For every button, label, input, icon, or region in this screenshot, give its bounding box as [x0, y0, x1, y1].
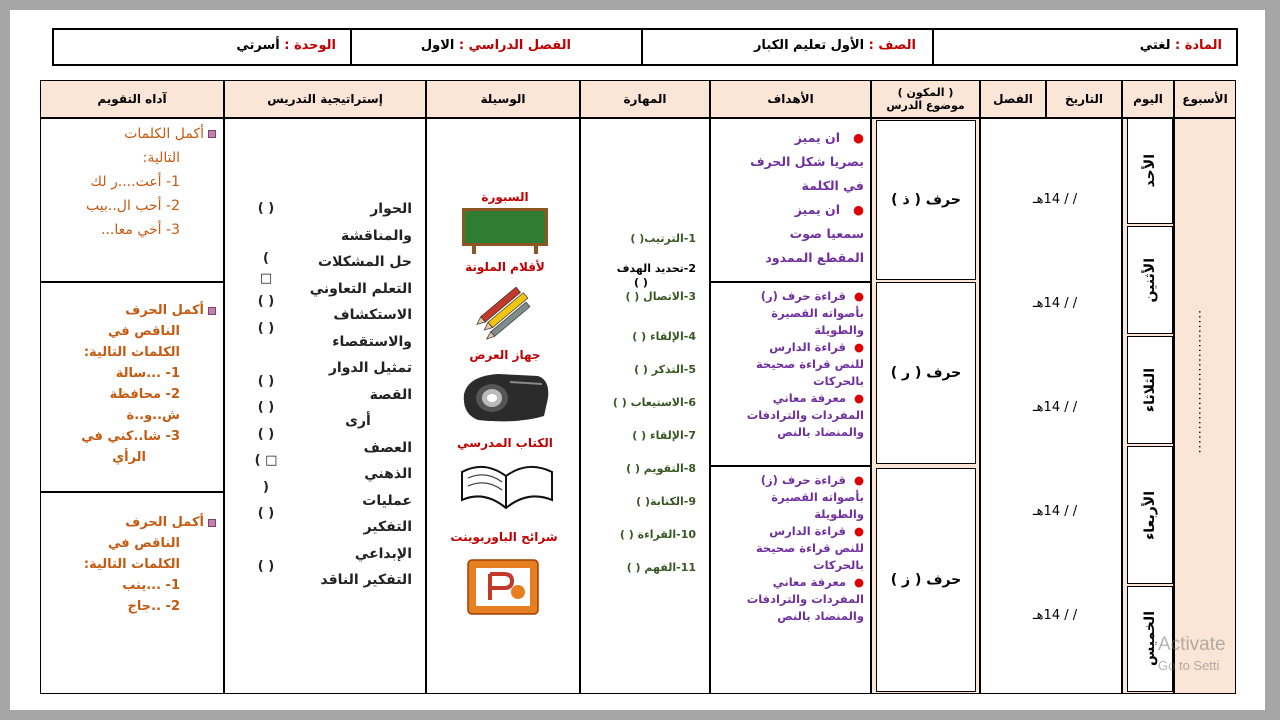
date-value: / / 14هـ: [1032, 608, 1078, 623]
tool-label: جهاز العرض: [469, 348, 541, 362]
goal-line: ● ان يميز: [794, 130, 864, 145]
lesson-cell-2: [876, 282, 976, 464]
strategy-item: أرى: [345, 413, 371, 429]
skills-list: [586, 232, 696, 591]
day-label: الأحد: [1142, 154, 1158, 188]
strategy-item: عمليات: [362, 492, 412, 509]
skill-item: ( ): [634, 276, 648, 289]
day-cell-3: [1127, 336, 1173, 444]
goal-line: والطويلة: [814, 323, 864, 337]
skill-item: 3-الاتصال ( ): [625, 290, 696, 303]
strategy-mark: ( ): [257, 373, 275, 389]
goal-line: في الكلمة: [801, 178, 864, 193]
day-label: الثلاثاء: [1142, 367, 1158, 413]
eval-item: 2- ..جاج: [127, 599, 180, 614]
skill-item: 9-الكتابة( ): [636, 495, 696, 508]
col-tool: الوسيلة: [426, 80, 580, 118]
goal-line: المفردات والترادفات: [746, 592, 864, 606]
subject-value: لغتي: [1139, 38, 1171, 53]
bullet-square-icon: [208, 130, 216, 138]
day-cell-4: [1127, 446, 1173, 584]
strategy-item: التفكير: [363, 519, 412, 535]
strategy-mark: (: [263, 251, 269, 266]
strategy-item: التعلم التعاوني: [309, 280, 412, 297]
skill-item: 2-تحديد الهدف: [616, 262, 696, 275]
strategy-item: الاستكشاف: [333, 307, 412, 323]
evaluation-text-2: [50, 300, 216, 468]
day-cell-1: [1127, 118, 1173, 224]
tool-label: لأقلام الملونة: [465, 260, 545, 274]
activation-watermark: [1158, 634, 1268, 673]
grade-box: [641, 28, 934, 66]
goals-text-1: [716, 126, 864, 270]
strategy-mark: ( □: [254, 453, 278, 468]
eval-item: ش..و..ة: [126, 408, 180, 423]
eval-item: 3- شا..كني في: [81, 429, 180, 444]
strategy-mark: ( ): [257, 294, 275, 309]
strategy-mark: ( ): [257, 201, 275, 216]
strategy-item: القصة: [369, 386, 412, 403]
strategy-mark: ( ): [257, 559, 275, 574]
tool-label: شرائح الباوربوينت: [450, 530, 558, 544]
goal-line: بأصواته القصيرة: [771, 306, 864, 320]
eval-title: أكمل الحرف: [50, 300, 216, 321]
tool-label: الكتاب المدرسي: [457, 436, 553, 450]
goal-line: والمنضاد بالنص: [777, 609, 864, 623]
colored-pencils-icon: [472, 276, 542, 342]
goal-line: للنص قراءة صحيحة: [755, 541, 864, 555]
skill-item: 4-الإلقاء ( ): [632, 330, 696, 343]
tool-label: السبورة: [481, 190, 529, 204]
goal-line: والطويلة: [814, 507, 864, 521]
lesson-plan-sheet: [10, 10, 1265, 710]
eval-line: التالية:: [142, 150, 180, 166]
strategy-marks: [238, 196, 294, 581]
day-label: الأثنين: [1142, 257, 1158, 303]
goal-line: بصريا شكل الحرف: [750, 154, 864, 169]
watermark-line-2: Go to Setti: [1158, 658, 1220, 673]
eval-line: الكلمات التالية:: [83, 557, 180, 572]
col-evaluation: آداه التقويم: [40, 80, 224, 118]
eval-item: 2- أحب ال..بيب: [86, 198, 180, 214]
strategy-item: العصف: [363, 439, 412, 456]
strategy-mark: ): [263, 479, 269, 495]
lesson-cell-1: [876, 120, 976, 280]
goal-line: ● ان يميز: [794, 202, 864, 217]
book-icon: [458, 454, 556, 514]
bullet-square-icon: [208, 307, 216, 315]
strategy-list: [304, 196, 412, 594]
goals-text-2: [714, 288, 864, 441]
eval-item: 1- ...ينب: [122, 578, 180, 593]
grade-label: الصف :: [868, 38, 916, 53]
powerpoint-icon: [464, 552, 544, 618]
eval-item: 3- أخي معا...: [101, 222, 180, 238]
strategy-mark: ( ): [257, 400, 275, 415]
eval-title: أكمل الحرف: [50, 512, 216, 533]
goal-line: المفردات والترادفات: [746, 408, 864, 422]
goal-line: ● معرفة معاني: [772, 391, 864, 405]
eval-item: 1- ...سالة: [115, 366, 180, 381]
day-label: الأربعاء: [1142, 490, 1158, 540]
eval-item: 2- محافظة: [109, 387, 180, 402]
strategy-item: الحوار: [370, 201, 412, 217]
subject-label: المادة :: [1174, 38, 1222, 53]
col-date: التاريخ: [1046, 80, 1122, 118]
strategy-item: التفكير الناقد: [320, 572, 412, 588]
unit-box: [52, 28, 352, 66]
goal-line: للنص قراءة صحيحة: [755, 357, 864, 371]
date-value: / / 14هـ: [1032, 504, 1078, 519]
skill-item: 5-التذكر ( ): [634, 363, 696, 376]
strategy-mark: □: [259, 271, 273, 286]
skill-item: 10-القراءة ( ): [619, 528, 696, 541]
strategy-item: الذهني: [364, 466, 412, 482]
projector-icon: [458, 366, 554, 426]
eval-line: الناقص في: [108, 536, 180, 551]
strategy-mark: [238, 223, 294, 250]
goal-line: سمعيا صوت: [789, 226, 864, 241]
skill-item: 6-الاستيعاب ( ): [612, 396, 696, 409]
goal-line: ● معرفة معاني: [772, 575, 864, 589]
eval-line: الكلمات التالية:: [83, 345, 180, 360]
skill-item: 11-الفهم ( ): [626, 561, 696, 574]
strategy-mark: [238, 528, 294, 555]
watermark-line-1: Activate: [1158, 634, 1226, 655]
col-component: [871, 80, 980, 118]
goal-line: المقطع الممدود: [765, 250, 864, 265]
strategy-item: تمثيل الدوار: [328, 360, 412, 376]
bullet-square-icon: [208, 519, 216, 527]
col-component-top: ( المكون ): [897, 86, 954, 99]
day-label: الخميس: [1142, 611, 1158, 667]
strategy-item: والاستقصاء: [332, 333, 412, 350]
date-value: / / 14هـ: [1032, 296, 1078, 311]
evaluation-text-1: [50, 122, 216, 242]
eval-item: الرأي: [112, 450, 146, 465]
term-value: الاول: [420, 38, 455, 53]
term-box: [350, 28, 643, 66]
goal-line: بالحركات: [813, 558, 864, 572]
day-cell-2: [1127, 226, 1173, 334]
week-value: ..............................: [1196, 310, 1210, 455]
col-day: اليوم: [1122, 80, 1174, 118]
eval-title: أكمل الكلمات: [50, 122, 216, 146]
col-strategy: إستراتيجية التدريس: [224, 80, 426, 118]
eval-line: الناقص في: [108, 324, 180, 339]
strategy-mark: ( ): [257, 506, 275, 521]
eval-item: 1- أعت....ر لك: [90, 174, 180, 190]
date-value: / / 14هـ: [1032, 400, 1078, 415]
col-component-bottom: موضوع الدرس: [886, 99, 965, 112]
lesson-title: حرف ( ذ ): [891, 192, 961, 208]
col-class: الفصل: [980, 80, 1046, 118]
strategy-item: حل المشكلات: [318, 254, 412, 270]
evaluation-text-3: [50, 512, 216, 617]
goals-text-3: [714, 472, 864, 625]
lesson-title: حرف ( ز ): [890, 572, 962, 588]
lesson-title: حرف ( ر ): [890, 365, 962, 381]
skill-item: 7-الإلقاء ( ): [632, 429, 696, 442]
strategy-item: والمناقشة: [340, 227, 412, 244]
blackboard-icon: [462, 208, 548, 254]
strategy-mark: ( ): [257, 320, 275, 336]
goal-line: ● قراءة الدارس: [769, 524, 864, 538]
skill-item: 8-التقويم ( ): [626, 462, 696, 475]
col-goals: الأهداف: [710, 80, 871, 118]
unit-label: الوحدة :: [284, 38, 336, 53]
unit-value: أسرتي: [236, 38, 280, 53]
goal-line: والمنضاد بالنص: [777, 425, 864, 439]
col-skill: المهارة: [580, 80, 710, 118]
date-value: / / 14هـ: [1032, 192, 1078, 207]
goal-line: بأصواته القصيرة: [771, 490, 864, 504]
goal-line: ● قراءة حرف (ر): [760, 289, 864, 303]
col-week: الأسبوع: [1174, 80, 1236, 118]
goal-line: ● قراءة الدارس: [769, 340, 864, 354]
goal-line: ● قراءة حرف (ز): [760, 473, 864, 487]
goal-line: بالحركات: [813, 374, 864, 388]
strategy-mark: [238, 342, 294, 369]
grade-value: الأول تعليم الكبار: [753, 38, 865, 53]
skill-item: 1-الترتيب( ): [630, 232, 696, 245]
subject-box: [932, 28, 1238, 66]
strategy-item: الإبداعي: [354, 545, 412, 562]
term-label: الفصل الدراسي :: [458, 38, 571, 53]
lesson-cell-3: [876, 468, 976, 692]
strategy-mark: ( ): [257, 426, 275, 442]
